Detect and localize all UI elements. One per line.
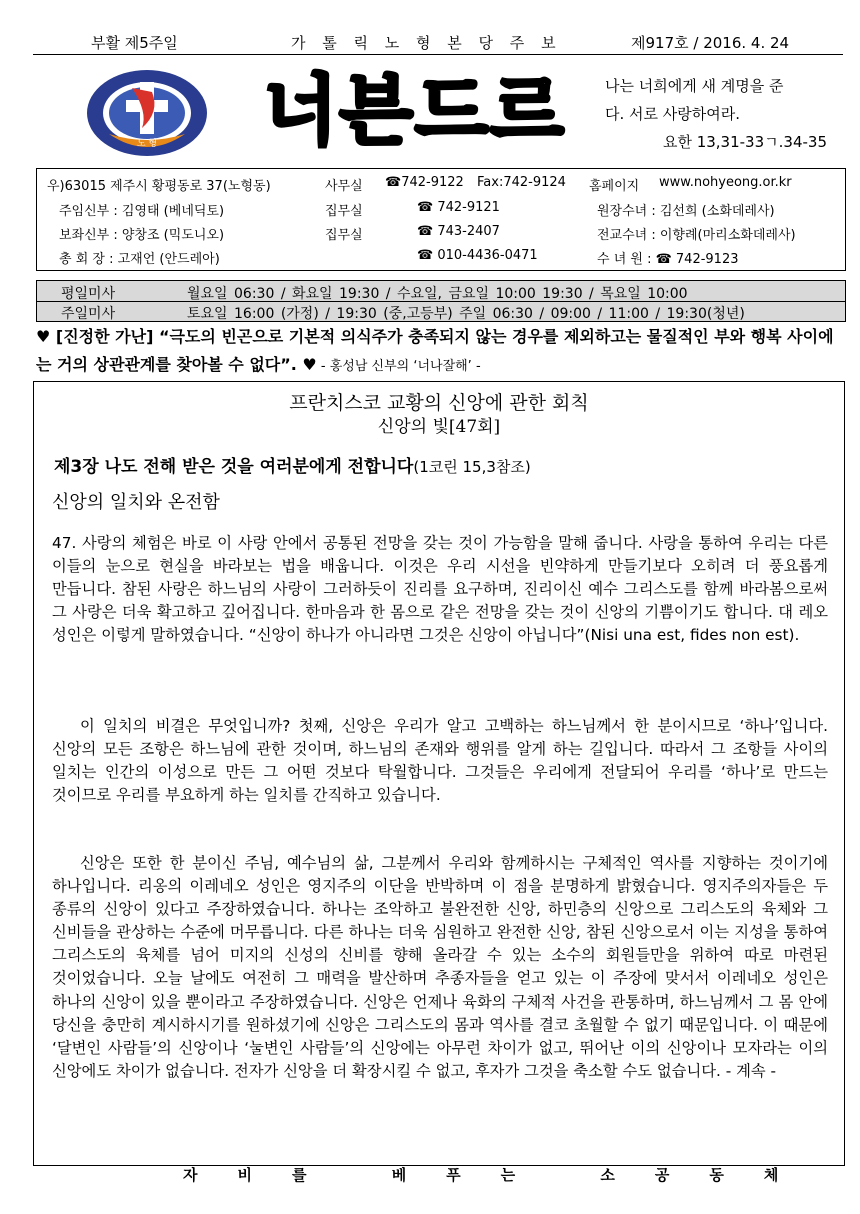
president-phone: ☎ 010-4436-0471 — [417, 248, 538, 263]
chapter-title: 제3장 나도 전해 받은 것을 여러분에게 전합니다 — [54, 457, 414, 477]
homepage-url[interactable]: www.nohyeong.or.kr — [659, 175, 792, 190]
article-title: 프란치스코 교황의 신앙에 관한 회칙 — [289, 392, 589, 414]
homepage-label: 홈페이지 — [589, 179, 640, 194]
office-label: 사무실 — [325, 179, 363, 194]
article-box — [33, 381, 845, 1166]
convent-phone: 수 녀 원 : ☎ 742-9123 — [597, 252, 739, 267]
footer-motto — [33, 1162, 843, 1188]
superior-sister: 원장수녀 : 김선희 (소화데레사) — [597, 204, 775, 219]
section-heading: 신앙의 일치와 온전함 — [52, 492, 220, 513]
article-paragraph-3: 신앙은 또한 한 분이신 주님, 예수님의 삶, 그분께서 우리와 함께하시는 구체적인 역사를 지향하는 것이기에 하나입니다. 리옹의 이레네오 성인은 영지주의 이단을 반박하며 이 점을 분명하게 밝혔습니다. 영지주의자들은 두 종류의 신앙이 있다고 주장하였습니다. 하나는 조악하고 불완전한 신앙, 하민층의 신앙으로 그리스도의 육체와 그 신비들을 관상하는 수준에 머무릅니다. 다른 하나는 더욱 심원하고 완전한 신앙, 참된 신앙으로서 이는 지성을 통하여 그리스도의 육체를 넘어 미지의 신성의 신비를 향해 올라갈 수 있는 소수의 회원들만을 위하여 따로 마련된 것이었습니다. 오늘 날에도 여전히 그 매력을 발산하며 추종자들을 얻고 있는 이 주장에 맞서서 이레네오 성인은 하나의 신앙이 있을 뿐이라고 주장하였습니다. 신앙은 언제나 육화의 구체적 사건을 관통하며, 하느님께서 그 몸 안에 당신을 충만히 계시하시기를 원하셨기에 신앙은 그리스도의 몸과 역사를 결코 초월할 수 없기 때문입니다. 이 때문에 ‘달변인 사람들’의 신앙이나 ‘눌변인 사람들’의 신앙에는 아무런 차이가 없고, 뛰어난 이의 신앙이나 모자라는 이의 신앙에도 차이가 없습니다. 전자가 신앙을 더 확장시킬 수 없고, 후자가 그것을 축소할 수도 없습니다. - 계속 - — [52, 854, 828, 1080]
masthead-rule — [33, 54, 843, 55]
weekday-mass-row — [37, 281, 845, 302]
pastor-phone: ☎ 742-9121 — [417, 200, 500, 215]
weekday-mass-label: 평일미사 — [61, 286, 116, 302]
assistant-room: 집무실 — [325, 228, 363, 243]
quote-text: ♥ [진정한 가난] “극도의 빈곤으로 기본적 의식주가 충족되지 않는 경우를 제외하고는 물질적인 부와 행복 사이에는 거의 상관관계를 찾아볼 수 없다”. ♥ — [36, 327, 834, 374]
parish-address: 우)63015 제주시 황평동로 37(노형동) — [47, 179, 271, 194]
assistant-phone: ☎ 743-2407 — [417, 224, 500, 239]
sunday-mass-row — [37, 301, 845, 321]
missionary-sister: 전교수녀 : 이향례(마리소화데레사) — [597, 228, 796, 243]
quote-source: - 홍성남 신부의 ‘너나잘해’ - — [316, 359, 481, 374]
weekly-verse — [605, 72, 845, 156]
chapter-heading — [54, 452, 531, 477]
weekday-mass-times: 월요일 06:30 / 화요일 19:30 / 수요일, 금요일 10:00 19:30 / 목요일 10:00 — [187, 286, 688, 302]
assistant-priest: 보좌신부 : 양창조 (믹도니오) — [59, 228, 225, 243]
office-fax: Fax:742-9124 — [477, 175, 566, 190]
article-paragraph-1: 47. 사랑의 체험은 바로 이 사랑 안에서 공통된 전망을 갖는 것이 가능함을 말해 줍니다. 사랑을 통하여 우리는 다른 이들의 눈으로 현실을 바라보는 법을 배웁니다. 이것은 우리 시선을 빈약하게 만들기보다 오히려 더 풍요롭게 만듭니다. 참된 사랑은 하느님의 사랑이 그러하듯이 진리를 요구하며, 진리이신 예수 그리스도를 함께 바라봄으로써 그 사랑은 더욱 확고하고 깊어집니다. 한마음과 한 몸으로 같은 전망을 갖는 것이 신앙의 기쁨이기도 합니다. 대 레오 성인은 이렇게 말하였습니다. “신앙이 하나가 아니라면 그것은 신앙이 아닙니다”(Nisi una est, fides non est). — [52, 534, 828, 645]
info-row-address — [37, 171, 845, 194]
article-subtitle: 신앙의 빛[47회] — [377, 417, 501, 437]
issue-date: 제917호 / 2016. 4. 24 — [631, 34, 790, 52]
article-paragraph-2: 이 일치의 비결은 무엇입니까? 첫째, 신앙은 우리가 알고 고백하는 하느님께서 한 분이시므로 ‘하나’입니다. 신앙의 모든 조항은 하느님에 관한 것이며, 하느님의 존재와 행위를 알게 하는 길입니다. 따라서 그 조항들 사이의 일치는 인간의 이성으로 만든 그 어떤 것보다 탁월합니다. 그것들은 우리에게 전달되어 우리를 ‘하나’로 만드는 것이므로 우리를 부요하게 하는 일치를 간직하고 있습니다. — [52, 717, 828, 805]
parish-info-box — [36, 168, 846, 271]
footer-motto-text: 자비를 베푸는 소공동체 — [183, 1166, 819, 1184]
verse-line-1: 나는 너희에게 새 계명을 준 — [605, 77, 784, 95]
office-phone: ☎742-9122 — [385, 175, 464, 190]
parish-logo-icon — [84, 68, 210, 158]
masthead — [33, 28, 843, 54]
chapter-reference: (1코린 15,3참조) — [413, 458, 531, 476]
sunday-mass-times: 토요일 16:00 (가정) / 19:30 (중,고등부) 주일 06:30 / 09:00 / 11:00 / 19:30(청년) — [187, 306, 745, 322]
parish-logo — [84, 68, 210, 158]
verse-line-2: 다. 서로 사랑하여라. — [605, 105, 740, 123]
sunday-mass-label: 주일미사 — [61, 306, 116, 322]
weekly-quote — [36, 323, 844, 381]
pastor-room: 집무실 — [325, 204, 363, 219]
info-row-assistant — [37, 220, 845, 243]
council-president: 총 회 장 : 고재언 (안드레아) — [59, 252, 220, 267]
publication-name: 가 톨 릭 노 형 본 당 주 보 — [291, 34, 562, 52]
verse-reference: 요한 13,31-33ㄱ.34-35 — [662, 133, 827, 151]
bulletin-title: 너븐드르 — [264, 66, 566, 155]
svg-text:노 형: 노 형 — [136, 139, 158, 149]
mass-schedule — [36, 280, 846, 322]
pastor-name: 주임신부 : 김영태 (베네딕토) — [59, 204, 225, 219]
info-row-pastor — [37, 196, 845, 219]
info-row-president — [37, 244, 845, 267]
liturgical-season: 부활 제5주일 — [91, 34, 178, 52]
